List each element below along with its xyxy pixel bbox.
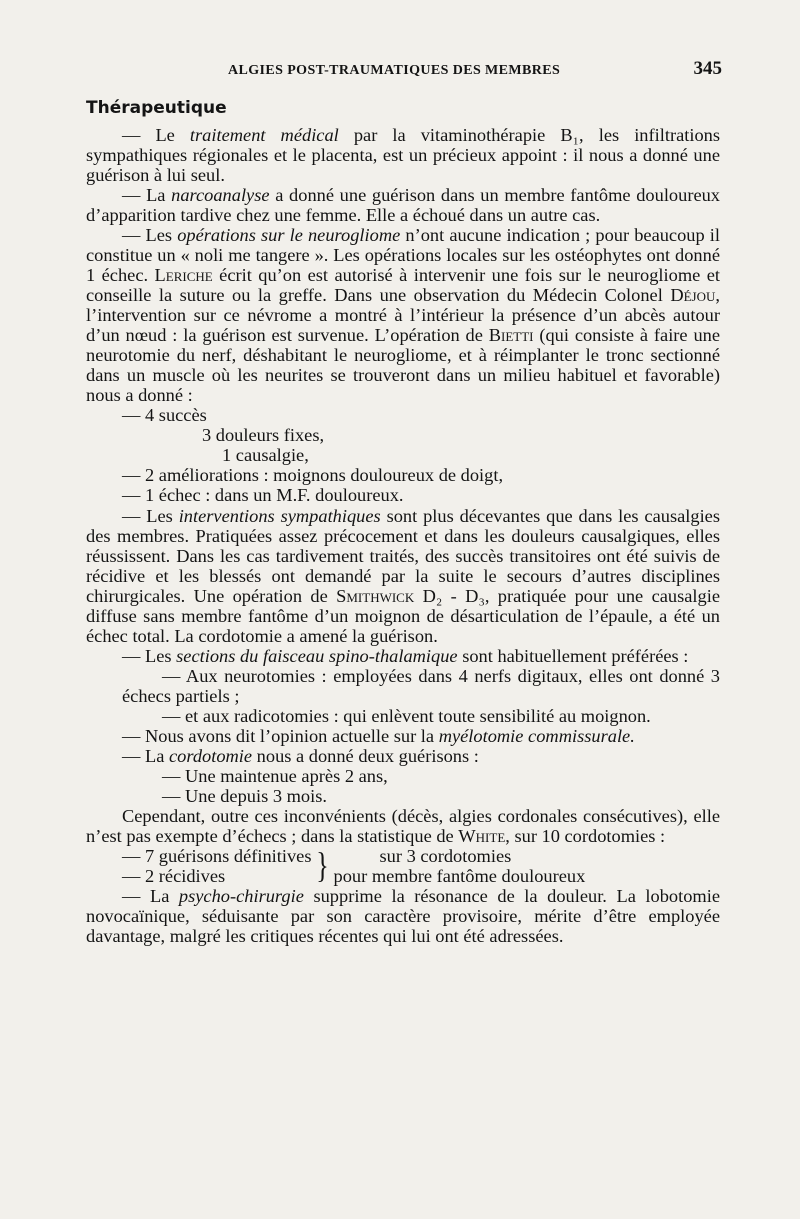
page-header — [86, 58, 722, 80]
author-leriche: Leriche — [154, 265, 213, 285]
paragraph-cordotomy: — La cordotomie nous a donné deux guérisons : — [122, 746, 479, 766]
result-improvements: — 2 améliorations : moignons douloureux de doigt, — [122, 465, 504, 485]
item-recent: — Une depuis 3 mois. — [162, 786, 327, 806]
item-radicotomies: — et aux radicotomies : qui enlèvent toute sensibilité au moignon. — [162, 706, 651, 726]
paragraph-psychosurgery: — La psycho-chirurgie supprime la résonance de la douleur. La lobotomie novocaïnique, séduisante par son caractère provisoire, mérite d’être employée davantage, malgré les critiques récentes qui lui ont été adressées. — [86, 886, 720, 946]
author-white: White — [458, 826, 506, 846]
running-head: ALGIES POST-TRAUMATIQUES DES MEMBRES — [228, 63, 561, 78]
stat-definitive-cures: — 7 guérisons définitives — [122, 846, 312, 866]
result-fixed-pains: 3 douleurs fixes, — [202, 425, 325, 445]
paragraph-sympathetic: — Les interventions sympathiques sont plus décevantes que dans les causalgies des membres. Pratiquées assez précocement et dans les douleurs causalgiques, elles réussissent. Dans les cas tardivement traités, des succès transitoires ont été suivis de récidive et les blessés ont demandé par la suite le secours d’autres disciplines chirurgicales. Une opération de Smithwick D₂ - D₃, pratiquée pour une causalgie diffuse sans membre fantôme d’un moignon de désarticulation de l’épaule, a été un échec total. La cordotomie a amené la guérison. — [86, 506, 721, 646]
paragraph-medical-treatment: — Le traitement médical par la vitaminothérapie B₁, les infiltrations sympathiques régionales et le placenta, est un précieux appoint : il nous a donné une guérison à lui seul. — [86, 125, 721, 185]
item-maintained: — Une maintenue après 2 ans, — [162, 766, 388, 786]
body-text — [86, 125, 720, 946]
stat-cordotomies: sur 3 cordotomies — [379, 846, 512, 866]
section-title: Thérapeutique — [86, 98, 227, 118]
author-smithwick: Smithwick — [336, 586, 415, 606]
item-neurotomies: — Aux neurotomies : employées dans 4 nerfs digitaux, elles ont donné 3 échecs partiels ; — [122, 666, 720, 706]
brace-glyph: } — [316, 845, 329, 886]
author-dejou: Déjou — [670, 285, 716, 305]
stat-phantom-limb: pour membre fantôme douloureux — [333, 866, 586, 886]
paragraph-myelotomy: — Nous avons dit l’opinion actuelle sur la myélotomie commissurale. — [122, 726, 635, 746]
paragraph-spinothalamic: — Les sections du faisceau spino-thalamique sont habituellement préférées : — [122, 646, 689, 666]
white-statistics — [86, 846, 720, 886]
stat-recurrences: — 2 récidives — [122, 866, 226, 886]
author-bietti: Bietti — [488, 325, 534, 345]
result-causalgia: 1 causalgie, — [222, 445, 309, 465]
paragraph-however: Cependant, outre ces inconvénients (décès, algies cordonales consécutives), elle n’est pas exempte d’échecs ; dans la statistique de White, sur 10 cordotomies : — [86, 806, 720, 846]
page-number: 345 — [693, 58, 722, 79]
paragraph-neurogliome: — Les opérations sur le neurogliome n’ont aucune indication ; pour beaucoup il constitue un « noli me tangere ». Les opérations locales sur les ostéophytes ont donné 1 échec. Leriche écrit qu’on est autorisé à intervenir une fois sur le neurogliome et conseille la suture ou la greffe. Dans une observation du Médecin Colonel Déjou, l’intervention sur ce névrome a montré à l’intérieur la présence d’un abcès autour d’un nœud : la guérison est survenue. L’opération de Bietti (qui consiste à faire une neurotomie du nerf, déshabitant le neurogliome, et à réimplanter le tronc sectionné dans un muscle où les neurites se trouveront dans un milieu habituel et favorable) nous a donné : — [86, 225, 721, 405]
result-failure: — 1 échec : dans un M.F. douloureux. — [122, 485, 404, 505]
result-success: — 4 succès — [122, 405, 207, 425]
paragraph-narcoanalysis: — La narcoanalyse a donné une guérison dans un membre fantôme douloureux d’apparition tardive chez une femme. Elle a échoué dans un autre cas. — [86, 185, 720, 225]
